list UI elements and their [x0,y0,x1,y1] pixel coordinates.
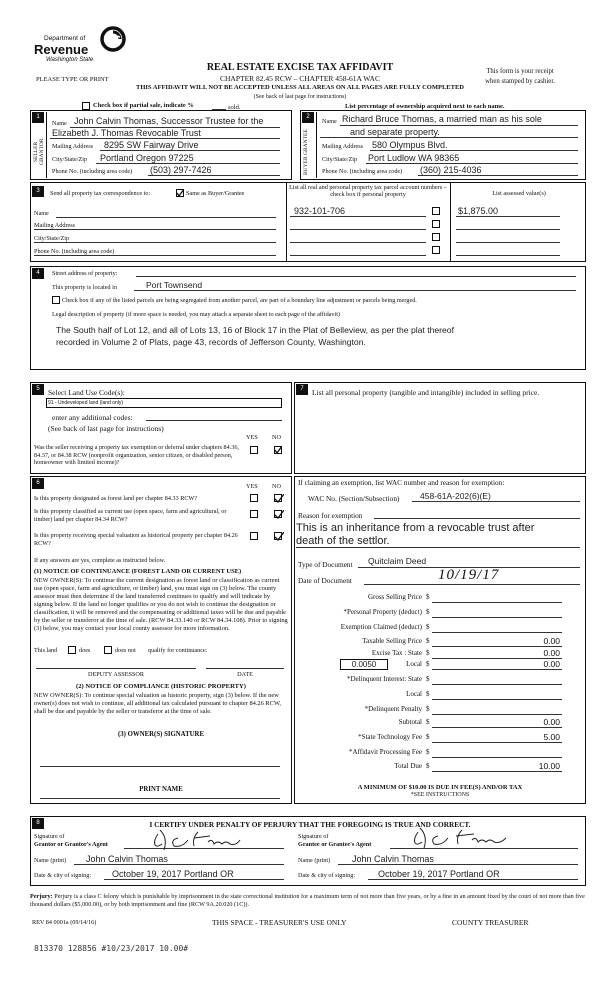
parcel-header: List all real and personal property tax parcel account numbers – check box if personal property [289,184,447,198]
personal-property-deduct-label: *Personal Property (deduct) [343,608,422,616]
seller-side-label: SELLER GRANTOR [33,138,45,166]
subtotal-label: Subtotal [398,718,422,726]
grantee-date-value[interactable]: October 19, 2017 Portland OR [378,869,500,879]
gross-price-label: Gross Selling Price [367,593,422,601]
land-use-value: 91 - Undeveloped land (land only) [48,400,124,406]
seller-city[interactable]: Portland Oregon 97225 [100,153,194,163]
grantee-sig-of: Signature of [298,833,329,840]
partial-sale-percent[interactable] [212,102,226,110]
continuance-title: (1) NOTICE OF CONTINUANCE (FOREST LAND OR CURRENT USE) [34,568,242,575]
dor-swirl-icon [100,26,126,52]
parcel-personal-checkbox-2[interactable] [432,220,440,228]
state-tax-value[interactable]: 0.00 [543,648,560,658]
compliance-body: NEW OWNER(S): To continue special valuation as historic property, sign (3) below. If the new owner(s) does not wish to continue, all additional tax calculated pursuant to chapter 84.26 RCW, shall be due and payable by the seller or transferor at the time of sale. [34,692,281,715]
total-due-value[interactable]: 10.00 [538,761,560,771]
s3-name-label: Name [34,210,49,217]
s6-no-header: NO [272,483,281,490]
s3-phone-label: Phone No. (including area code) [34,248,115,255]
buyer-address-label: Mailing Address [322,143,364,150]
grantor-date-label: Date & city of signing: [34,872,92,879]
logo-washington-state: Washington State [46,57,94,63]
receipt-note-2: when stamped by cashier. [485,78,555,85]
legal-description-line-2[interactable]: recorded in Volume 2 of Plats, page 43, records of Jefferson County, Washington. [56,337,366,347]
send-correspondence-label: Send all property tax correspondence to: [50,190,151,197]
grantee-agent-label: Grantee or Grantee's Agent [298,841,372,848]
parcel-personal-checkbox-4[interactable] [432,246,440,254]
parcel-personal-checkbox-1[interactable] [432,207,440,215]
deputy-assessor-label: DEPUTY ASSESSOR [88,671,144,678]
section-5-number: 5 [32,384,44,395]
section-2-number: 2 [302,112,314,123]
s5-no-checkbox[interactable] [274,446,282,454]
historic-yes-checkbox[interactable] [250,532,258,540]
buyer-city[interactable]: Port Ludlow WA 98365 [368,153,460,163]
s5-see-back: (See back of last page for instructions) [48,424,164,433]
section-4-box [30,266,586,370]
parcel-number[interactable]: 932-101-706 [294,206,346,216]
form-chapters: CHAPTER 82.45 RCW – CHAPTER 458-61A WAC [220,74,380,83]
subtotal-value[interactable]: 0.00 [543,717,560,727]
parcel-personal-checkbox-3[interactable] [432,233,440,241]
owner-signature-label: (3) OWNER(S) SIGNATURE [118,731,204,738]
check-icon [274,510,284,520]
seller-address[interactable]: 8295 SW Fairway Drive [104,140,199,150]
s5-no-header: NO [272,434,281,441]
rev-code: REV 84 0001a (09/14/16) [32,919,97,926]
buyer-name-2[interactable]: and separate property. [350,127,440,137]
section-4-number: 4 [32,268,44,279]
qualify-label: qualify for continuance. [148,647,208,654]
forest-no-checkbox[interactable] [274,494,282,502]
s3-city-label: City/State/Zip [34,235,70,242]
buyer-city-label: City/State/Zip [322,156,358,163]
buyer-name-1[interactable]: Richard Bruce Thomas, a married man as his sole [342,114,542,124]
minimum-note: A MINIMUM OF $10.00 IS DUE IN FEE(S) AND/OR TAX [357,784,523,791]
legal-description-line-1[interactable]: The South half of Lot 12, and all of Lots 13, 16 of Block 17 in the Plat of Belleview, as per the plat thereof [56,325,454,335]
certify-statement: I CERTIFY UNDER PENALTY OF PERJURY THAT THE FOREGOING IS TRUE AND CORRECT. [149,820,471,829]
local-tax-value[interactable]: 0.00 [543,659,560,669]
located-label: This property is located in [52,284,117,291]
partial-sale-checkbox[interactable] [82,102,90,110]
taxable-price-value[interactable]: 0.00 [543,636,560,646]
grantee-name-label: Name (print) [298,857,331,864]
section-1-number: 1 [32,112,44,123]
exemption-claim-label: If claiming an exemption, list WAC number and reason for exemption: [298,478,505,487]
tech-fee-value[interactable]: 5.00 [543,732,560,742]
this-land-label: This land [34,647,58,654]
check-icon [176,189,184,197]
current-use-question: Is this property classified as current use (open space, farm and agricultural, or timber) land per chapter 84.34 RCW? [34,508,227,523]
buyer-name-label: Name [322,118,337,125]
grantee-signature[interactable] [408,826,528,854]
local-tax-label: Local [406,660,422,668]
additional-codes-label: enter any additional codes: [52,413,133,422]
reason-label: Reason for exemption [298,511,363,520]
forest-question: Is this property designated as forest land per chapter 84.33 RCW? [34,495,198,502]
legal-description-label: Legal description of property (if more space is needed, you may attach a separate sheet to each page of the affidavit) [52,311,340,318]
section-7-number: 7 [296,384,308,395]
section-6-box [30,476,292,804]
delinquent-interest-local-label: Local [406,690,422,698]
check-icon [274,446,282,454]
sold-label: sold. [228,104,241,111]
located-value[interactable]: Port Townsend [146,280,203,290]
wac-value[interactable]: 458-61A-202(6)(E) [420,491,491,501]
doc-date-label: Date of Document [298,576,352,585]
tech-fee-label: *State Technology Fee [358,733,422,741]
assessed-value[interactable]: $1,875.00 [458,206,499,216]
county-treasurer: COUNTY TREASURER [452,918,529,927]
total-due-label: Total Due [394,762,422,770]
current-use-no-checkbox[interactable] [274,510,282,518]
check-icon [274,494,284,504]
perjury-text: Perjury is a class C felony which is punishable by imprisonment in the state correctional institution for a maximum term of not more than five years, or by a fine in an amount fixed by the court of not more than five thousand dollars ($5,000.00), or by both imprisonment and fine (RCW 9A.20.020 (1C)). [30,893,585,908]
seller-address-label: Mailing Address [52,143,94,150]
grantor-date-value[interactable]: October 19, 2017 Portland OR [112,869,234,879]
continuance-body: NEW OWNER(S): To continue the current designation as forest land or classification as current use (open space, farm and agriculture, or timber) land, you must sign on (3) below. The county assessor must then determine if the land transferred continues to qualify and will indicate by signing below. If the land no longer qualifies or you do not wish to continue the designation or classification, it will be removed and the compensating or additional taxes will be due and payable by the seller or transferor at the time of sale. (RCW 84.33.140 or RCW 84.34.108). Prior to signing (3) below, you may contact your local county assessor for more information. [34,577,288,632]
assessed-header: List assessed value(s) [492,190,546,197]
logo-revenue: Revenue [34,42,89,57]
see-instructions: *SEE INSTRUCTIONS [410,792,470,798]
s5-yes-checkbox[interactable] [250,446,258,454]
personal-property-label: List all personal property (tangible and intangible) included in selling price. [312,388,540,397]
historic-question: Is this property receiving special valuation as historical property per chapter 84.26 RCW? [34,532,238,547]
section-8-number: 8 [32,818,44,829]
exemption-question: Was the seller receiving a property tax exemption or deferral under chapters 84.36, 84.37, or 84.38 RCW (nonprofit organization, senior citizen, or disabled person, homeowner with limited income)? [34,444,239,466]
land-use-label: Select Land Use Code(s): [48,388,125,397]
s5-yes-header: YES [246,434,258,441]
taxable-price-label: Taxable Selling Price [362,637,422,645]
does-checkbox[interactable] [68,646,76,654]
compliance-title: (2) NOTICE OF COMPLIANCE (HISTORIC PROPERTY) [76,683,246,690]
exemption-deduct-label: Exemption Claimed (deduct) [340,623,422,631]
partial-sale-label: Check box if partial sale, indicate % [93,102,194,109]
local-rate-value: 0.0050 [351,660,377,669]
assessor-date-label: DATE [237,671,253,678]
grantee-name-value[interactable]: John Calvin Thomas [352,854,434,864]
section-6-number: 6 [32,478,44,489]
reason-line-1[interactable]: This is an inheritance from a revocable trust after [296,522,535,534]
seller-phone[interactable]: (503) 297-7426 [150,165,212,175]
dor-logo [30,22,130,68]
current-use-yes-checkbox[interactable] [250,510,258,518]
section-3-number: 3 [32,186,44,197]
does-label: does [79,647,91,654]
segregated-checkbox[interactable] [52,296,60,304]
does-not-checkbox[interactable] [104,646,112,654]
treasurer-use: THIS SPACE - TREASURER'S USE ONLY [212,918,347,927]
receipt-note-1: This form is your receipt [486,68,554,75]
grantor-name-value[interactable]: John Calvin Thomas [86,854,168,864]
buyer-address[interactable]: 580 Olympus Blvd. [372,140,448,150]
logo-dept-of: Department of [44,35,86,42]
print-note: PLEASE TYPE OR PRINT [36,76,109,83]
s3-address-label: Mailing Address [34,222,76,229]
see-back-note: (See back of last page for instructions) [253,94,347,100]
reason-line-2[interactable]: death of the settlor. [296,535,390,547]
grantee-date-label: Date & city of signing: [298,872,356,879]
buyer-side-label: BUYER GRANTEE [303,129,309,175]
perjury-label: Perjury: [30,893,53,900]
same-as-buyer-label: Same as Buyer/Grantee [186,190,245,197]
street-address-label: Street address of property: [52,270,118,277]
check-icon [274,532,284,542]
doc-type-value[interactable]: Quitclaim Deed [368,556,427,566]
historic-no-checkbox[interactable] [274,532,282,540]
state-tax-label: Excise Tax : State [371,649,422,657]
same-as-buyer-checkbox[interactable] [176,189,184,197]
perjury-notice [30,893,586,909]
segregated-note: Check box if any of the listed parcels are being segregated from another parcel, are part of a boundary line adjustment or parcels being merged. [62,297,417,304]
does-not-label: does not [115,647,136,654]
seller-phone-label: Phone No. (including area code) [52,168,133,175]
s6-yes-header: YES [246,483,258,490]
doc-date-value[interactable]: 10/19/17 [438,567,500,583]
complete-note: If any answers are yes, complete as instructed below. [34,557,166,564]
form-warning: THIS AFFIDAVIT WILL NOT BE ACCEPTED UNLESS ALL AREAS ON ALL PAGES ARE FULLY COMPLETED [136,84,464,91]
buyer-phone-label: Phone No. (including area code) [322,168,403,175]
doc-type-label: Type of Document [298,560,353,569]
treasurer-stamp: 813370 128856 #10/23/2017 10.00# [34,944,189,953]
grantor-signature[interactable] [148,828,258,854]
buyer-phone[interactable]: (360) 215-4036 [420,165,482,175]
grantor-name-label: Name (print) [34,857,67,864]
seller-name-1[interactable]: John Calvin Thomas, Successor Trustee for the [74,116,264,126]
wac-label: WAC No. (Section/Subsection) [308,494,400,503]
print-name-label: PRINT NAME [139,786,183,793]
grantor-sig-of: Signature of [34,833,65,840]
affidavit-fee-label: *Affidavit Processing Fee [349,748,422,756]
ownership-note: List percentage of ownership acquired next to each name. [345,103,505,110]
delinquent-penalty-label: *Delinquent Penalty [364,705,422,713]
seller-name-label: Name [52,120,67,127]
forest-yes-checkbox[interactable] [250,494,258,502]
form-title: REAL ESTATE EXCISE TAX AFFIDAVIT [206,62,394,73]
delinquent-interest-label: *Delinquent Interest: State [346,675,422,683]
seller-name-2[interactable]: Elizabeth J. Thomas Revocable Trust [52,128,201,138]
grantor-agent-label: Grantor or Grantor's Agent [34,841,108,848]
seller-city-label: City/State/Zip [52,156,88,163]
